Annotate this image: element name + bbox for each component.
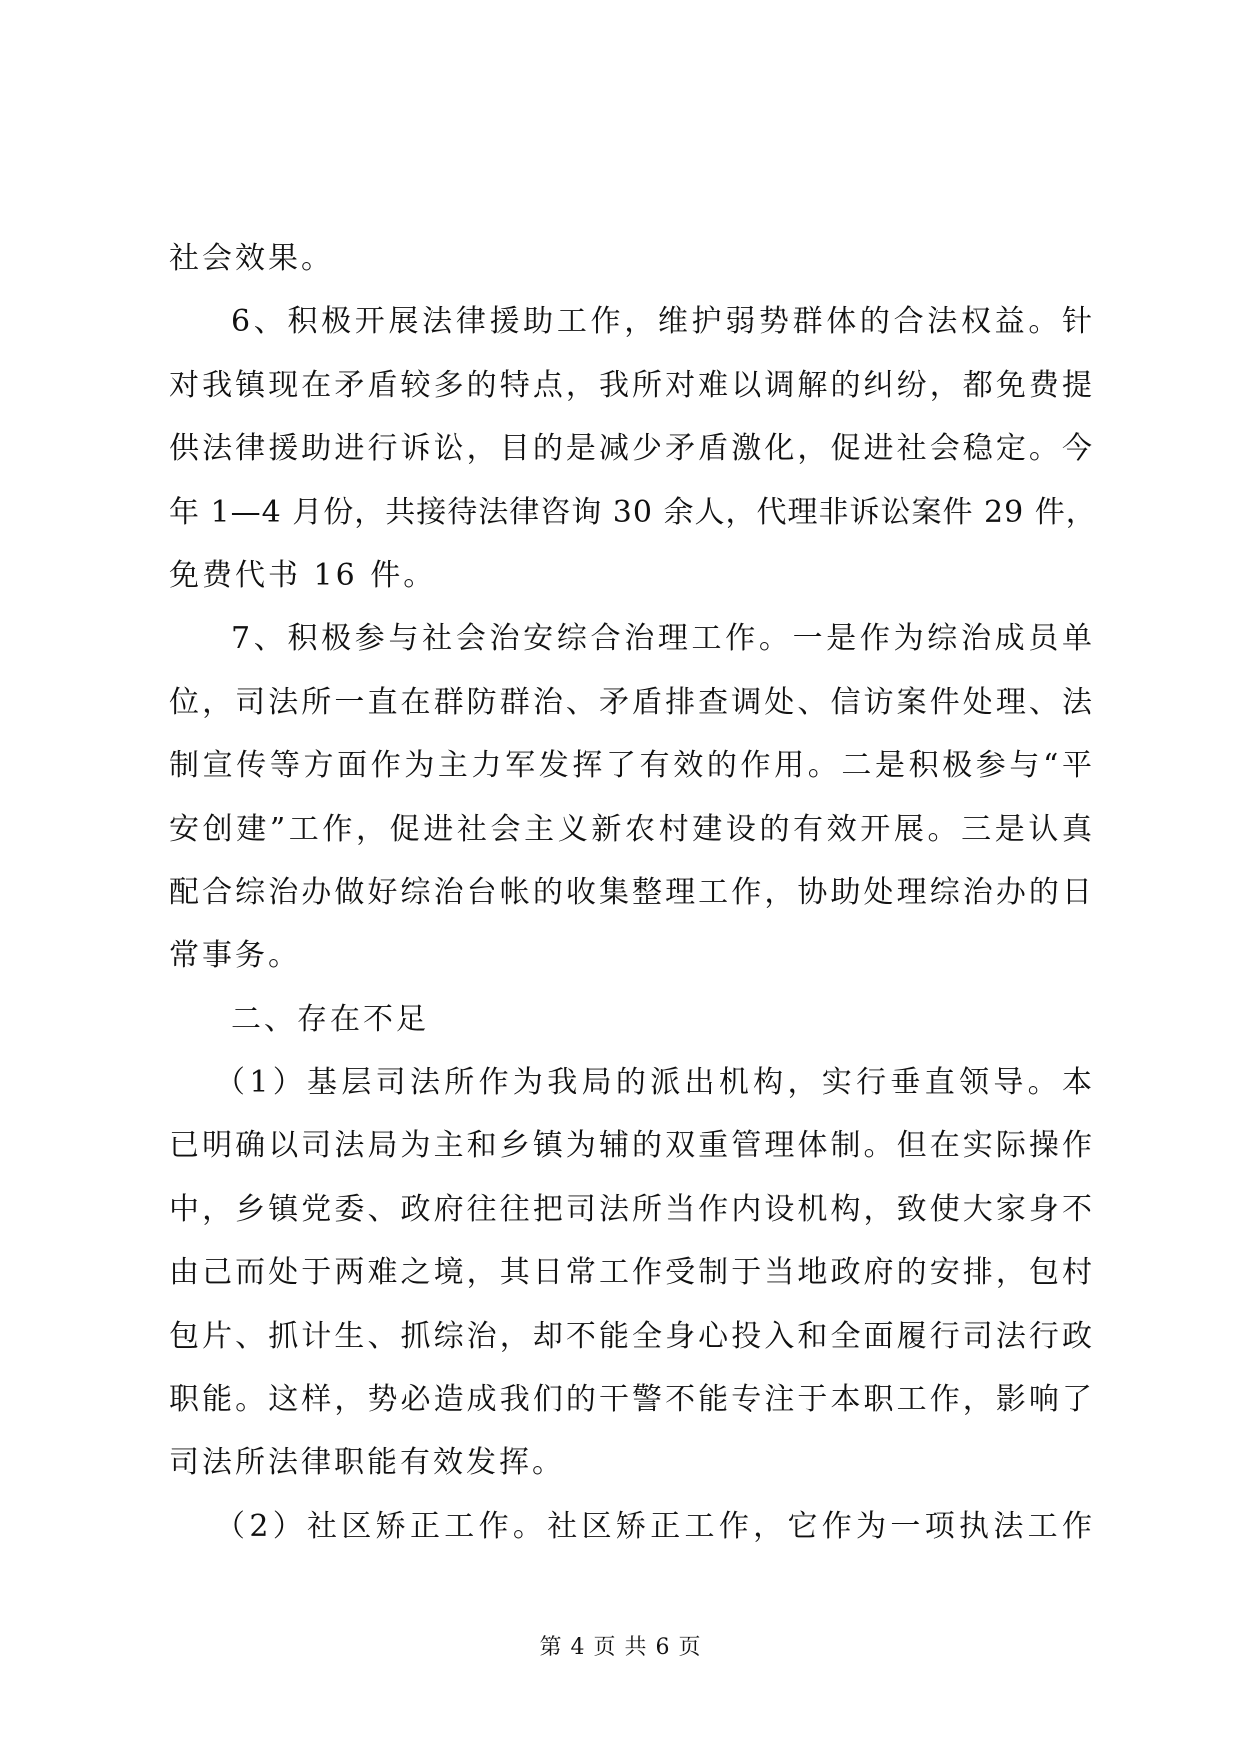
paragraph-line: 对我镇现在矛盾较多的特点，我所对难以调解的纠纷，都免费提 [169,367,1093,403]
paragraph-line: 中，乡镇党委、政府往往把司法所当作内设机构，致使大家身不 [169,1191,1093,1227]
paragraph-line: 制宣传等方面作为主力军发挥了有效的作用。二是积极参与“平 [169,748,1093,784]
paragraph-line: 已明确以司法局为主和乡镇为辅的双重管理体制。但在实际操作 [169,1128,1093,1164]
paragraph-line: 免费代书 16 件。 [169,557,437,593]
paragraph-line: 安创建”工作，促进社会主义新农村建设的有效开展。三是认真 [169,811,1093,847]
page-number-footer: 第 4 页 共 6 页 [539,1635,702,1660]
paragraph-line: 7、积极参与社会治安综合治理工作。一是作为综治成员单 [231,621,1093,657]
paragraph-line: 供法律援助进行诉讼，目的是减少矛盾激化，促进社会稳定。今 [169,431,1093,467]
paragraph-line: 常事务。 [169,938,301,974]
paragraph-line: 社会效果。 [169,241,334,276]
paragraph-line: 由己而处于两难之境，其日常工作受制于当地政府的安排，包村 [169,1255,1093,1291]
paragraph-line: 位，司法所一直在群防群治、矛盾排查调处、信访案件处理、法 [169,684,1093,720]
document-body [169,236,1097,1567]
paragraph-line: 配合综治办做好综治台帐的收集整理工作，协助处理综治办的日 [169,874,1093,910]
section-heading: 二、存在不足 [231,1001,429,1037]
paragraph-line: 职能。这样，势必造成我们的干警不能专注于本职工作，影响了 [169,1382,1093,1418]
paragraph-line: 司法所法律职能有效发挥。 [169,1445,565,1481]
paragraph-line: 6、积极开展法律援助工作，维护弱势群体的合法权益。针 [231,304,1093,340]
paragraph-line: （2）社区矫正工作。社区矫正工作，它作为一项执法工作 [215,1508,1093,1544]
paragraph-line: （1）基层司法所作为我局的派出机构，实行垂直领导。本 [215,1065,1093,1101]
paragraph-line: 包片、抓计生、抓综治，却不能全身心投入和全面履行司法行政 [169,1318,1093,1354]
paragraph-line: 年 1—4 月份，共接待法律咨询 30 余人，代理非诉讼案件 29 件， [169,494,1097,530]
